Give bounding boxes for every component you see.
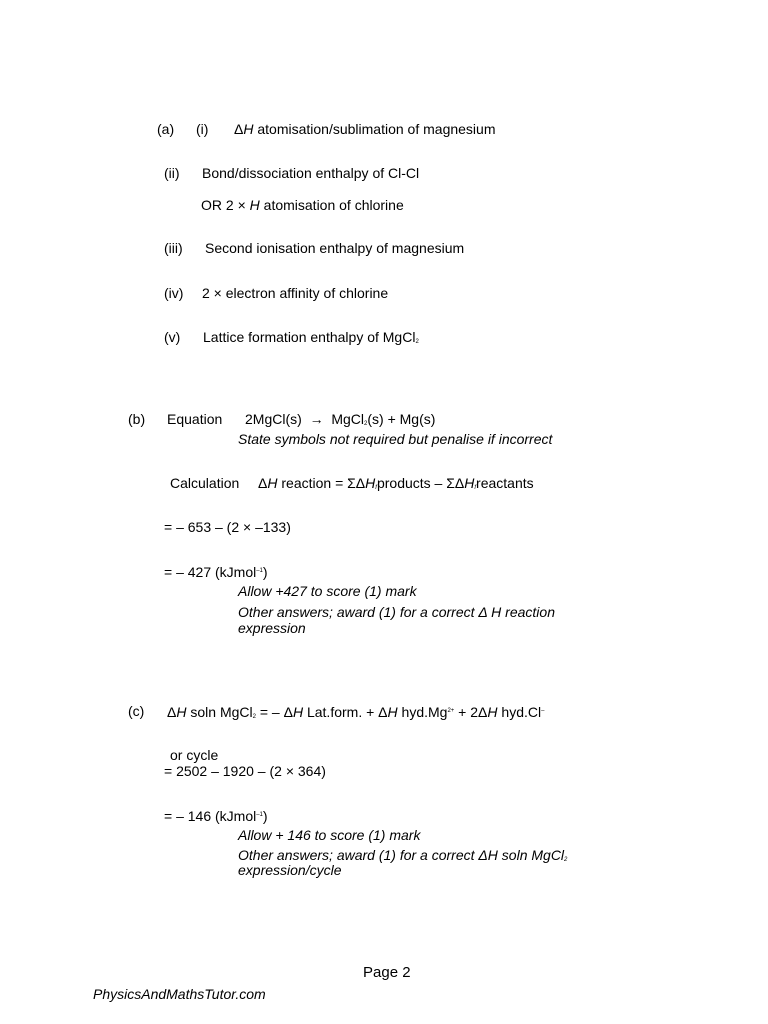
- page-number: Page 2: [363, 964, 411, 981]
- c-working-line1: = 2502 – 1920 – (2 × 364): [164, 763, 326, 779]
- b-equation-label: Equation: [167, 411, 223, 427]
- arrow-icon: →: [309, 411, 324, 427]
- c-or-cycle: or cycle: [170, 747, 219, 763]
- a-iii-text: Second ionisation enthalpy of magnesium: [205, 240, 465, 256]
- b-working-line1: = – 653 – (2 × –133): [164, 519, 291, 535]
- a-iv-number: (iv): [164, 285, 184, 301]
- a-v-number: (v): [164, 329, 181, 345]
- b-answer: = – 427 (kJmol$^{-1}$): [164, 564, 268, 580]
- c-allow-note: Allow + 146 to score (1) mark: [238, 827, 421, 843]
- b-state-symbols-note: State symbols not required but penalise if incorrect: [238, 431, 553, 447]
- c-other-answers-note: Other answers; award (1) for a correct ΔH soln MgCl$_2$: [238, 847, 568, 863]
- a-ii-line2: OR 2 × H atomisation of chlorine: [201, 197, 404, 213]
- a-ii-line1: Bond/dissociation enthalpy of Cl-Cl: [202, 165, 420, 181]
- c-answer: = – 146 (kJmol$^{-1}$): [164, 808, 268, 824]
- c-expression: ΔH soln MgCl$_2$ = – ΔH Lat.form. + ΔH $hyd.Mg^{2+} + 2\Delta H$ hyd.Cl–: [167, 704, 545, 720]
- b-calculation-expression: ΔH reaction = $\Sigma\Delta H_fproducts$ – $\Sigma\Delta H_freactants$: [258, 475, 534, 491]
- part-a-label: (a): [157, 121, 175, 137]
- a-iii-number: (iii): [164, 240, 183, 256]
- c-other-answers-note-cont: expression/cycle: [238, 862, 342, 878]
- b-equation: 2MgCl(s) → MgCl$_2$(s) + Mg(s): [245, 411, 436, 427]
- a-iv-text: 2 × electron affinity of chlorine: [202, 285, 389, 301]
- b-allow-note: Allow +427 to score (1) mark: [238, 583, 417, 599]
- part-b-label: (b): [128, 411, 146, 427]
- b-other-answers-note-cont: expression: [238, 620, 306, 636]
- a-ii-number: (ii): [164, 165, 180, 181]
- part-c-label: (c): [128, 703, 145, 719]
- a-i-text: ΔH atomisation/sublimation of magnesium: [234, 121, 496, 137]
- footer-website: PhysicsAndMathsTutor.com: [93, 986, 266, 1002]
- a-i-number: (i): [196, 121, 209, 137]
- b-other-answers-note: Other answers; award (1) for a correct Δ H reaction: [238, 604, 555, 620]
- a-v-text: Lattice formation enthalpy of MgCl$_2$: [203, 329, 419, 345]
- b-calculation-label: Calculation: [170, 475, 240, 491]
